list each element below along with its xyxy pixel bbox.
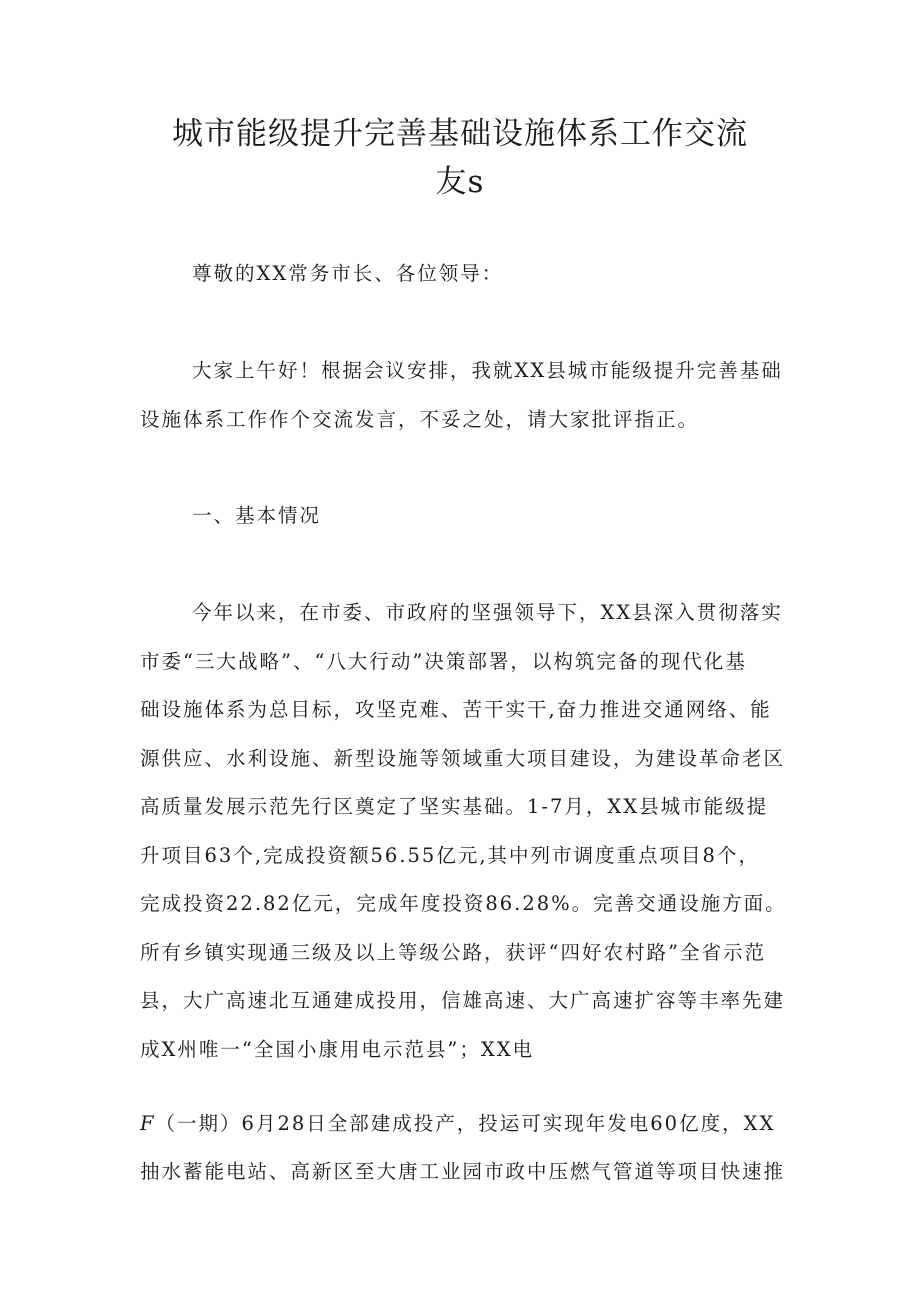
intro-line-1: 大家上午好！根据会议安排，我就XX县城市能级提升完善基础 [192,359,783,382]
continuation-text: （一期）6月28日全部建成投产，投运可实现年发电60亿度，XX [155,1112,776,1135]
body-line: 成X州唯一“全国小康用电示范县”；XX电 [140,1038,535,1061]
continuation-line-2: 抽水蓄能电站、高新区至大唐工业园市政中压燃气管道等项目快速推 [140,1160,786,1183]
body-line: 完成投资22.82亿元，完成年度投资86.28%。完善交通设施方面。 [140,892,787,915]
body-line: 今年以来，在市委、市政府的坚强领导下，XX县深入贯彻落实 [192,601,783,624]
document-title-line-2: 友s [435,164,485,200]
body-line: 县，大广高速北互通建成投用，信雄高速、大广高速扩容等丰率先建 [140,989,786,1012]
body-line: 市委“三大战略”、“八大行动”决策部署，以构筑完备的现代化基 [140,650,747,673]
salutation: 尊敬的XX常务市长、各位领导： [192,262,504,285]
document-title-line-1: 城市能级提升完善基础设施体系工作交流 [172,116,748,152]
continuation-line-1 [140,1108,775,1136]
body-line: 高质量发展示范先行区奠定了坚实基础。1-7月，XX县城市能级提 [140,795,769,818]
intro-line-2: 设施体系工作作个交流发言，不妥之处，请大家批评指正。 [140,408,700,431]
body-line: 所有乡镇实现通三级及以上等级公路，获评“四好农村路”全省示范 [140,941,766,964]
body-line: 源供应、水利设施、新型设施等领域重大项目建设，为建设革命老区 [140,747,786,770]
body-line: 础设施体系为总目标，攻坚克难、苦干实干,奋力推进交通网络、能 [140,698,772,721]
section-heading: 一、基本情况 [192,504,322,527]
body-line: 升项目63个,完成投资额56.55亿元,其中列市调度重点项目8个， [140,844,760,867]
continuation-prefix: F [140,1112,156,1135]
